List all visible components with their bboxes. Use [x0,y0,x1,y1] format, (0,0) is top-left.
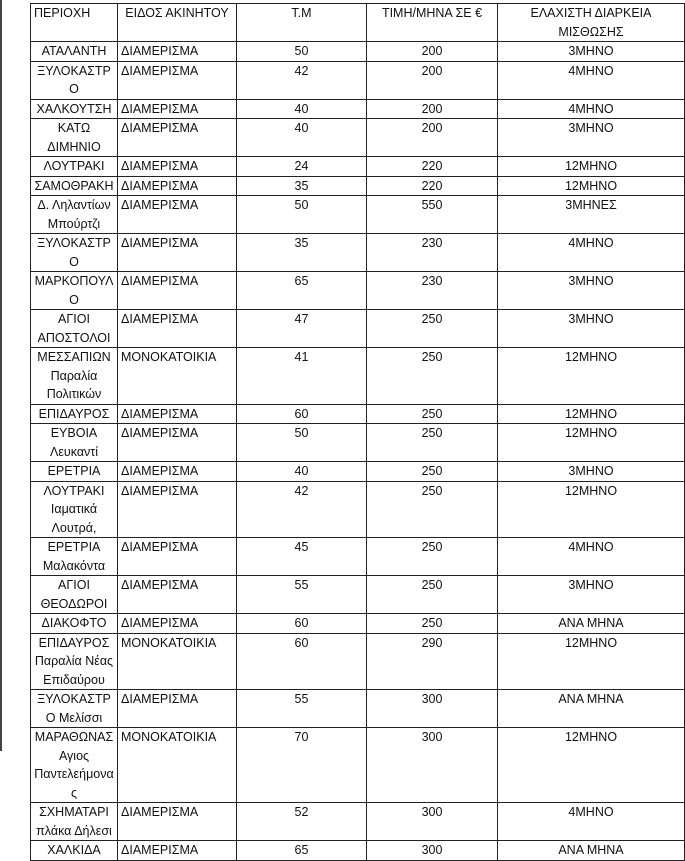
cell-price: 300 [367,841,498,861]
cell-sqm: 60 [237,633,367,690]
cell-price: 250 [367,576,498,614]
cell-price: 300 [367,728,498,803]
cell-area: ΜΑΡΚΟΠΟΥΛΟ [31,272,118,310]
cell-price: 200 [367,119,498,157]
cell-duration: 12ΜΗΝΟ [498,424,685,462]
window-edge [0,0,2,751]
cell-sqm: 60 [237,614,367,634]
table-row [31,462,685,482]
header-price: ΤΙΜΗ/ΜΗΝΑ ΣΕ € [367,4,498,42]
cell-type: ΔΙΑΜΕΡΙΣΜΑ [118,404,237,424]
cell-sqm: 35 [237,176,367,196]
table-row [31,176,685,196]
cell-duration: 4ΜΗΝΟ [498,234,685,272]
cell-price: 250 [367,424,498,462]
cell-duration: 12ΜΗΝΟ [498,176,685,196]
cell-type: ΔΙΑΜΕΡΙΣΜΑ [118,614,237,634]
cell-sqm: 45 [237,538,367,576]
cell-sqm: 65 [237,841,367,861]
cell-price: 300 [367,690,498,728]
cell-area: ΜΑΡΑΘΩΝΑΣ Αγιος Παντελεήμονας [31,728,118,803]
cell-type: ΔΙΑΜΕΡΙΣΜΑ [118,157,237,177]
cell-sqm: 50 [237,42,367,62]
table-row [31,614,685,634]
cell-price: 200 [367,42,498,62]
cell-duration: 4ΜΗΝΟ [498,61,685,99]
table-row [31,803,685,841]
cell-type: ΔΙΑΜΕΡΙΣΜΑ [118,42,237,62]
header-type: ΕΙΔΟΣ ΑΚΙΝΗΤΟΥ [118,4,237,42]
cell-price: 250 [367,462,498,482]
cell-duration: 12ΜΗΝΟ [498,404,685,424]
cell-price: 300 [367,803,498,841]
cell-duration: 12ΜΗΝΟ [498,481,685,538]
cell-type: ΔΙΑΜΕΡΙΣΜΑ [118,538,237,576]
table-row [31,633,685,690]
cell-type: ΔΙΑΜΕΡΙΣΜΑ [118,272,237,310]
cell-sqm: 35 [237,234,367,272]
cell-area: Δ. Ληλαντίων Μπούρτζι [31,196,118,234]
cell-duration: 3ΜΗΝΟ [498,272,685,310]
table-row [31,234,685,272]
cell-price: 220 [367,176,498,196]
cell-sqm: 42 [237,481,367,538]
cell-area: ΕΠΙΔΑΥΡΟΣ [31,404,118,424]
cell-area: ΑΓΙΟΙ ΑΠΟΣΤΟΛΟΙ [31,310,118,348]
cell-duration: 12ΜΗΝΟ [498,728,685,803]
table-row [31,196,685,234]
cell-duration: ΑΝΑ ΜΗΝΑ [498,841,685,861]
cell-sqm: 60 [237,404,367,424]
cell-area: ΜΕΣΣΑΠΙΩΝ Παραλία Πολιτικών [31,348,118,405]
cell-sqm: 70 [237,728,367,803]
cell-price: 250 [367,310,498,348]
cell-area: ΣΧΗΜΑΤΑΡΙ πλάκα Δήλεσι [31,803,118,841]
cell-price: 550 [367,196,498,234]
cell-duration: 3ΜΗΝΟ [498,576,685,614]
cell-type: ΔΙΑΜΕΡΙΣΜΑ [118,424,237,462]
cell-type: ΔΙΑΜΕΡΙΣΜΑ [118,234,237,272]
cell-price: 230 [367,272,498,310]
table-row [31,481,685,538]
table-row [31,61,685,99]
cell-sqm: 40 [237,99,367,119]
cell-price: 230 [367,234,498,272]
cell-area: ΕΠΙΔΑΥΡΟΣ Παραλία Νέας Επιδαύρου [31,633,118,690]
cell-duration: 3ΜΗΝΟ [498,462,685,482]
cell-area: ΞΥΛΟΚΑΣΤΡΟ Μελίσσι [31,690,118,728]
cell-type: ΔΙΑΜΕΡΙΣΜΑ [118,196,237,234]
cell-type: ΜΟΝΟΚΑΤΟΙΚΙΑ [118,728,237,803]
cell-duration: ΑΝΑ ΜΗΝΑ [498,690,685,728]
table-row [31,348,685,405]
cell-sqm: 55 [237,690,367,728]
cell-area: ΛΟΥΤΡΑΚΙ Ιαματικά Λουτρά, [31,481,118,538]
header-area: ΠΕΡΙΟΧΗ [31,4,118,42]
cell-sqm: 47 [237,310,367,348]
cell-duration: 3ΜΗΝΟ [498,310,685,348]
cell-type: ΔΙΑΜΕΡΙΣΜΑ [118,481,237,538]
cell-area: ΚΑΤΩ ΔΙΜΗΝΙΟ [31,119,118,157]
cell-duration: 4ΜΗΝΟ [498,538,685,576]
cell-area: ΧΑΛΚΙΔΑ [31,841,118,861]
cell-price: 200 [367,99,498,119]
cell-area: ΧΑΛΚΟΥΤΣΗ [31,99,118,119]
table-row [31,690,685,728]
cell-area: ΣΑΜΟΘΡΑΚΗ [31,176,118,196]
cell-price: 250 [367,614,498,634]
cell-type: ΔΙΑΜΕΡΙΣΜΑ [118,576,237,614]
table-row [31,99,685,119]
cell-price: 200 [367,61,498,99]
cell-type: ΔΙΑΜΕΡΙΣΜΑ [118,803,237,841]
header-sqm: Τ.Μ [237,4,367,42]
cell-area: ΑΓΙΟΙ ΘΕΟΔΩΡΟΙ [31,576,118,614]
cell-price: 220 [367,157,498,177]
rentals-table-body [31,4,685,861]
table-row [31,841,685,861]
cell-area: ΕΥΒΟΙΑ Λευκαντί [31,424,118,462]
table-row [31,272,685,310]
table-row [31,538,685,576]
cell-sqm: 50 [237,196,367,234]
cell-area: ΕΡΕΤΡΙΑ [31,462,118,482]
table-row [31,119,685,157]
cell-type: ΔΙΑΜΕΡΙΣΜΑ [118,841,237,861]
cell-duration: 3ΜΗΝΕΣ [498,196,685,234]
cell-area: ΞΥΛΟΚΑΣΤΡΟ [31,61,118,99]
cell-sqm: 24 [237,157,367,177]
cell-area: ΛΟΥΤΡΑΚΙ [31,157,118,177]
table-row [31,310,685,348]
cell-type: ΜΟΝΟΚΑΤΟΙΚΙΑ [118,348,237,405]
cell-area: ΞΥΛΟΚΑΣΤΡΟ [31,234,118,272]
table-row [31,42,685,62]
cell-area: ΑΤΑΛΑΝΤΗ [31,42,118,62]
cell-type: ΔΙΑΜΕΡΙΣΜΑ [118,61,237,99]
cell-price: 250 [367,348,498,405]
cell-type: ΔΙΑΜΕΡΙΣΜΑ [118,119,237,157]
cell-duration: 4ΜΗΝΟ [498,803,685,841]
table-row [31,404,685,424]
rentals-table [30,3,685,861]
cell-sqm: 41 [237,348,367,405]
cell-duration: 12ΜΗΝΟ [498,633,685,690]
cell-sqm: 65 [237,272,367,310]
cell-area: ΔΙΑΚΟΦΤΟ [31,614,118,634]
table-row [31,424,685,462]
cell-type: ΔΙΑΜΕΡΙΣΜΑ [118,690,237,728]
cell-duration: 12ΜΗΝΟ [498,157,685,177]
header-row [31,4,685,42]
header-duration: ΕΛΑΧΙΣΤΗ ΔΙΑΡΚΕΙΑ ΜΙΣΘΩΣΗΣ [498,4,685,42]
cell-duration: 3ΜΗΝΟ [498,42,685,62]
table-row [31,576,685,614]
cell-sqm: 52 [237,803,367,841]
cell-type: ΔΙΑΜΕΡΙΣΜΑ [118,462,237,482]
cell-price: 250 [367,538,498,576]
cell-type: ΔΙΑΜΕΡΙΣΜΑ [118,99,237,119]
cell-sqm: 42 [237,61,367,99]
table-row [31,157,685,177]
cell-duration: 3ΜΗΝΟ [498,119,685,157]
cell-area: ΕΡΕΤΡΙΑ Μαλακόντα [31,538,118,576]
cell-price: 250 [367,481,498,538]
cell-price: 290 [367,633,498,690]
cell-duration: 12ΜΗΝΟ [498,348,685,405]
cell-type: ΔΙΑΜΕΡΙΣΜΑ [118,310,237,348]
cell-type: ΜΟΝΟΚΑΤΟΙΚΙΑ [118,633,237,690]
cell-sqm: 50 [237,424,367,462]
cell-duration: ΑΝΑ ΜΗΝΑ [498,614,685,634]
cell-sqm: 55 [237,576,367,614]
table-row [31,728,685,803]
cell-duration: 4ΜΗΝΟ [498,99,685,119]
cell-sqm: 40 [237,119,367,157]
cell-price: 250 [367,404,498,424]
cell-type: ΔΙΑΜΕΡΙΣΜΑ [118,176,237,196]
cell-sqm: 40 [237,462,367,482]
